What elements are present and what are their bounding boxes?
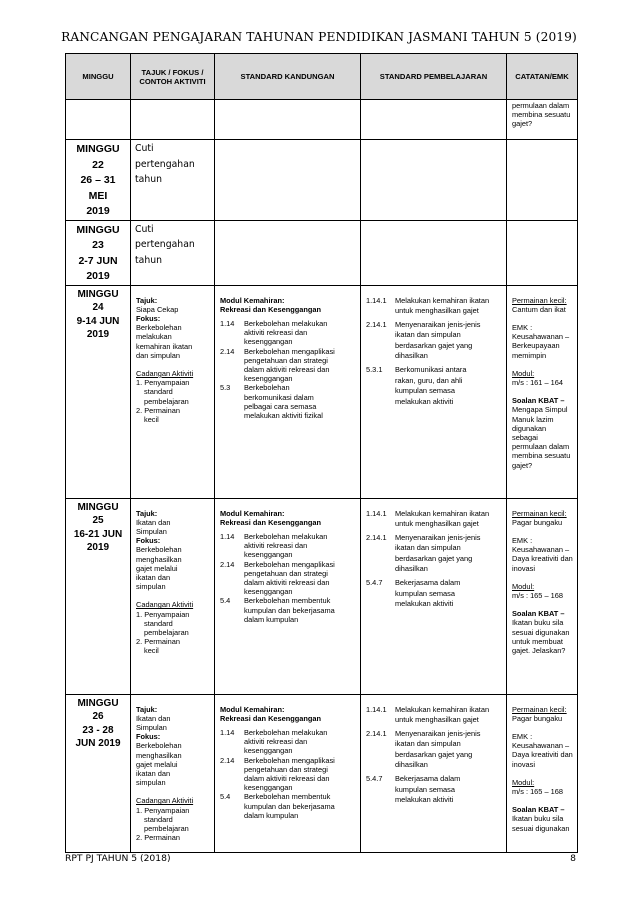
empty-cell — [507, 220, 578, 285]
sp-number: 2.14.1 — [366, 319, 387, 329]
sk-text — [244, 792, 356, 820]
tajuk-label: Tajuk: — [136, 508, 158, 518]
carry-over-row — [66, 100, 578, 140]
tajuk-cell — [131, 694, 215, 852]
cadangan-label: Cadangan Aktiviti — [136, 600, 194, 610]
table-header-row — [66, 54, 578, 100]
modul-title-line: Rekreasi dan Kesenggangan — [220, 713, 322, 723]
sp-item — [366, 296, 502, 317]
tajuk-line: Ikatan dan — [136, 517, 171, 527]
cuti-cell — [131, 220, 215, 285]
sk-item — [220, 383, 356, 420]
empty-cell — [361, 140, 507, 221]
cadangan-line: kecil — [144, 646, 159, 656]
kbat-line: gajet. Jelaskan? — [512, 645, 566, 655]
fokus-line: gajet melalui — [136, 563, 178, 573]
kbat-line: gajet? — [512, 460, 533, 470]
fokus-line: menghasilkan — [136, 750, 182, 760]
emk-label: EMK : — [512, 535, 533, 545]
sp-number: 1.14.1 — [366, 295, 387, 305]
footer-label: RPT PJ TAHUN 5 (2018) — [65, 853, 171, 864]
sp-item — [366, 578, 502, 610]
sk-number: 1.14 — [220, 727, 235, 737]
sk-text-line: kesenggangan — [244, 783, 293, 793]
week-label-line: MINGGU — [77, 501, 119, 513]
sp-item — [366, 320, 502, 362]
sk-text-line: Berkebolehan melakukan — [244, 318, 328, 328]
kbat-line: sesuai digunakan — [512, 823, 570, 833]
sk-item — [220, 756, 356, 793]
sp-text-line: Berkomunikasi antara — [395, 365, 467, 375]
sk-text — [244, 728, 356, 756]
sp-text-line: dihasilkan — [395, 564, 428, 574]
sp-text-line: berdasarkan gajet yang — [395, 749, 473, 759]
cadangan-line: 2. Permainan — [136, 833, 180, 843]
sk-item — [220, 319, 356, 347]
sp-text-line: ikatan dan simpulan — [395, 543, 461, 553]
sp-text-line: Menyenaraikan jenis-jenis — [395, 319, 481, 329]
sk-text — [244, 347, 356, 384]
week-label-line: 16-21 JUN — [73, 528, 123, 540]
sk-text-line: pengetahuan dan strategi — [244, 355, 328, 365]
sk-text-line: kumpulan dan bekerjasama — [244, 801, 335, 811]
header-tajuk: TAJUK / FOKUS / CONTOH AKTIVITI — [131, 54, 215, 100]
fokus-line: gajet melalui — [136, 759, 178, 769]
kbat-line: membina sesuatu — [512, 451, 571, 461]
cadangan-label: Cadangan Aktiviti — [136, 368, 194, 378]
sk-text — [244, 319, 356, 347]
fokus-line: ikatan dan — [136, 572, 171, 582]
sp-number: 1.14.1 — [366, 704, 387, 714]
week-label-line: MINGGU — [76, 143, 120, 155]
sk-text-line: Berkebolehan melakukan — [244, 727, 328, 737]
modul-title-line: Rekreasi dan Kesenggangan — [220, 517, 322, 527]
sp-text-line: Melakukan kemahiran ikatan — [395, 704, 490, 714]
week-label-line: 24 — [92, 302, 104, 314]
tajuk-line: Siapa Cekap — [136, 304, 179, 314]
sk-number: 1.14 — [220, 531, 235, 541]
sk-text-line: kesenggangan — [244, 587, 293, 597]
sp-text-line: Menyenaraikan jenis-jenis — [395, 728, 481, 738]
sp-text — [395, 705, 502, 726]
catatan-cell — [507, 498, 578, 694]
cadangan-line: 1. Penyampaian — [136, 378, 190, 388]
permainan-label: Permainan kecil: — [512, 704, 567, 714]
fokus-line: dan simpulan — [136, 350, 180, 360]
sk-text-line: kesenggangan — [244, 746, 293, 756]
kbat-line: untuk membuat — [512, 636, 563, 646]
sk-text-line: dalam aktiviti rekreasi dan — [244, 773, 330, 783]
modul-page: m/s : 161 – 164 — [512, 377, 563, 387]
sp-item — [366, 729, 502, 771]
cadangan-line: standard — [144, 814, 173, 824]
sk-text — [244, 560, 356, 597]
sp-item — [366, 509, 502, 530]
fokus-line: menghasilkan — [136, 554, 182, 564]
kbat-line: Ikatan buku sila — [512, 618, 564, 628]
kbat-line: digunakan sebagai — [512, 423, 547, 442]
catatan-cell — [507, 694, 578, 852]
emk-line: inovasi — [512, 563, 536, 573]
sp-text-line: rakan, guru, dan ahli — [395, 375, 463, 385]
sp-item — [366, 774, 502, 806]
sp-text — [395, 774, 502, 806]
cadangan-line: 2. Permainan — [136, 637, 180, 647]
tajuk-line: Ikatan dan — [136, 713, 171, 723]
emk-line: Daya kreativiti dan — [512, 750, 573, 760]
sk-text-line: berkomunikasi dalam — [244, 392, 314, 402]
sk-text-line: kesenggangan — [244, 550, 293, 560]
sp-text-line: Melakukan kemahiran ikatan — [395, 508, 490, 518]
sp-text-line: untuk menghasilkan gajet — [395, 715, 479, 725]
header-standard-pembelajaran: STANDARD PEMBELAJARAN — [361, 54, 507, 100]
header-catatan: CATATAN/EMK — [507, 54, 578, 100]
kbat-label: Soalan KBAT – — [512, 396, 565, 406]
emk-label: EMK : — [512, 731, 533, 741]
sk-text-line: dalam aktiviti rekreasi dan — [244, 577, 330, 587]
sk-text-line: Berkebolehan membentuk — [244, 792, 331, 802]
sk-text-line: kesenggangan — [244, 374, 293, 384]
sp-text-line: kumpulan semasa — [395, 588, 455, 598]
week-label-line: 23 — [92, 239, 104, 251]
permainan-text: Cantum dan ikat — [512, 304, 566, 314]
sk-text-line: pengetahuan dan strategi — [244, 568, 328, 578]
week-cell — [66, 694, 131, 852]
kbat-line: Manuk lazim — [512, 414, 554, 424]
cadangan-line: pembelajaran — [144, 823, 189, 833]
week-label-line: 2019 — [86, 270, 110, 282]
permainan-text: Pagar bungaku — [512, 517, 563, 527]
emk-line: Keusahawanan – — [512, 332, 570, 342]
week-label-line: 23 - 28 — [82, 724, 114, 736]
sp-text-line: kumpulan semasa — [395, 784, 455, 794]
sk-text-line: Berkebolehan mengaplikasi — [244, 559, 335, 569]
week-label-line: MINGGU — [76, 223, 120, 236]
week-label-line: 25 — [92, 515, 104, 527]
sp-text-line: berdasarkan gajet yang — [395, 340, 473, 350]
sk-text-line: dalam kumpulan — [244, 810, 299, 820]
sp-text — [395, 365, 502, 407]
cadangan-line: pembelajaran — [144, 396, 189, 406]
cadangan-line: 1. Penyampaian — [136, 609, 190, 619]
week-label-line: 26 — [92, 711, 104, 723]
sk-text — [244, 383, 356, 420]
week-cell — [66, 140, 131, 221]
sk-text-line: kesenggangan — [244, 337, 293, 347]
fokus-line: kemahiran ikatan — [136, 341, 193, 351]
sp-text-line: melakukan aktiviti — [395, 396, 454, 406]
cadangan-line: standard — [144, 618, 173, 628]
sk-number: 5.3 — [220, 383, 231, 393]
fokus-line: simpulan — [136, 582, 166, 592]
sk-text-line: aktiviti rekreasi dan — [244, 328, 308, 338]
cadangan-line: kecil — [144, 414, 159, 424]
cuti-text-line: pertengahan — [135, 158, 195, 170]
sk-text — [244, 596, 356, 624]
week-label-line: MINGGU — [77, 697, 119, 709]
sp-number: 1.14.1 — [366, 508, 387, 518]
week-cell — [66, 220, 131, 285]
week-cell — [66, 498, 131, 694]
sp-text-line: Menyenaraikan jenis-jenis — [395, 532, 481, 542]
week-label-line: 26 – 31 — [80, 174, 116, 186]
kbat-label: Soalan KBAT – — [512, 609, 565, 619]
sp-text-line: untuk menghasilkan gajet — [395, 306, 479, 316]
tajuk-label: Tajuk: — [136, 295, 158, 305]
modul-page: m/s : 165 – 168 — [512, 786, 563, 796]
tajuk-line: Simpulan — [136, 526, 167, 536]
sp-text — [395, 509, 502, 530]
cuti-text-line: tahun — [135, 174, 163, 185]
sk-text — [244, 532, 356, 560]
sk-text-line: pengetahuan dan strategi — [244, 764, 328, 774]
standard-kandungan-cell — [215, 498, 361, 694]
sk-text-line: Berkebolehan membentuk — [244, 596, 331, 606]
sp-text-line: dihasilkan — [395, 351, 428, 361]
tajuk-cell — [131, 498, 215, 694]
sp-number: 5.4.7 — [366, 578, 383, 588]
sp-text-line: dihasilkan — [395, 760, 428, 770]
week-label-line: 2-7 JUN — [78, 254, 118, 267]
emk-line: Keusahawanan – — [512, 545, 570, 555]
sp-text — [395, 320, 502, 362]
cadangan-label: Cadangan Aktiviti — [136, 796, 194, 806]
modul-title-line: Modul Kemahiran: — [220, 704, 285, 714]
document-title: RANCANGAN PENGAJARAN TAHUNAN PENDIDIKAN JASMANI TAHUN 5 (2019) — [61, 30, 577, 44]
sk-number: 2.14 — [220, 755, 235, 765]
page-number: 8 — [570, 853, 576, 864]
kbat-line: sesuai digunakan — [512, 627, 570, 637]
sp-text — [395, 296, 502, 317]
week-row — [66, 498, 578, 694]
sk-text-line: dalam aktiviti rekreasi dan — [244, 364, 330, 374]
modul-title-line: Rekreasi dan Kesenggangan — [220, 304, 322, 314]
cuti-cell — [131, 140, 215, 221]
sk-text-line: kumpulan dan bekerjasama — [244, 605, 335, 615]
sk-number: 5.4 — [220, 792, 231, 802]
standard-kandungan-cell — [215, 694, 361, 852]
week-label-line: MINGGU — [77, 288, 119, 300]
sp-text-line: Melakukan kemahiran ikatan — [395, 295, 490, 305]
sp-item — [366, 365, 502, 407]
week-label-line: MEI — [88, 189, 108, 202]
header-minggu: MINGGU — [66, 54, 131, 100]
permainan-text: Pagar bungaku — [512, 713, 563, 723]
sk-number: 5.4 — [220, 596, 231, 606]
cadangan-line: pembelajaran — [144, 627, 189, 637]
week-row — [66, 694, 578, 852]
fokus-label: Fokus: — [136, 732, 161, 742]
sp-text-line: ikatan dan simpulan — [395, 330, 461, 340]
tajuk-cell — [131, 285, 215, 498]
emk-line: Berkeupayaan — [512, 341, 560, 351]
modul-title-line: Modul Kemahiran: — [220, 508, 285, 518]
fokus-line: Berkebolehan — [136, 545, 182, 555]
kbat-label: Soalan KBAT – — [512, 805, 565, 815]
week-label-line: 22 — [92, 158, 104, 171]
sp-text — [395, 533, 502, 575]
sk-text-line: melakukan aktiviti fizikal — [244, 410, 323, 420]
fokus-line: ikatan dan — [136, 768, 171, 778]
sp-text-line: melakukan aktiviti — [395, 795, 454, 805]
sp-item — [366, 705, 502, 726]
fokus-label: Fokus: — [136, 536, 161, 546]
cuti-row — [66, 140, 578, 221]
sp-number: 5.4.7 — [366, 774, 383, 784]
sk-text-line: Berkebolehan melakukan — [244, 531, 328, 541]
cuti-text-line: Cuti — [135, 143, 154, 154]
sk-text-line: aktiviti rekreasi dan — [244, 737, 308, 747]
cadangan-line: 2. Permainan — [136, 405, 180, 415]
sk-item — [220, 560, 356, 597]
sk-text-line: pelbagai cara semasa — [244, 401, 317, 411]
tajuk-line: Simpulan — [136, 722, 167, 732]
tajuk-label: Tajuk: — [136, 704, 158, 714]
sk-text-line: dalam kumpulan — [244, 614, 299, 624]
week-label-line: 2019 — [86, 205, 110, 217]
cuti-text-line: tahun — [135, 254, 163, 266]
cuti-text-line: pertengahan — [135, 239, 195, 250]
standard-pembelajaran-cell — [361, 498, 507, 694]
header-standard-kandungan: STANDARD KANDUNGAN — [215, 54, 361, 100]
sp-text-line: Bekerjasama dalam — [395, 774, 461, 784]
empty-cell — [507, 140, 578, 221]
modul-title-line: Modul Kemahiran: — [220, 295, 285, 305]
fokus-label: Fokus: — [136, 313, 161, 323]
emk-line: inovasi — [512, 759, 536, 769]
cadangan-line: standard — [144, 387, 173, 397]
sp-text-line: ikatan dan simpulan — [395, 739, 461, 749]
modul-label: Modul: — [512, 581, 535, 591]
modul-label: Modul: — [512, 368, 535, 378]
sk-text-line: Berkebolehan mengaplikasi — [244, 346, 335, 356]
week-label-line: JUN 2019 — [75, 738, 121, 750]
fokus-line: Berkebolehan — [136, 323, 182, 333]
sk-text-line: Berkebolehan — [244, 383, 290, 393]
carry-over-catatan: permulaan dalam membina sesuatu gajet? — [507, 100, 578, 140]
sk-number: 1.14 — [220, 318, 235, 328]
sp-number: 5.3.1 — [366, 365, 383, 375]
emk-line: memimpin — [512, 350, 547, 360]
week-label-line: 2019 — [86, 542, 110, 554]
cuti-row — [66, 220, 578, 285]
modul-page: m/s : 165 – 168 — [512, 590, 563, 600]
sk-number: 2.14 — [220, 346, 235, 356]
empty-cell — [215, 220, 361, 285]
sk-item — [220, 792, 356, 820]
sp-item — [366, 533, 502, 575]
sp-number: 2.14.1 — [366, 532, 387, 542]
sk-item — [220, 728, 356, 756]
emk-label: EMK : — [512, 322, 533, 332]
standard-pembelajaran-cell — [361, 694, 507, 852]
sk-text-line: aktiviti rekreasi dan — [244, 541, 308, 551]
empty-cell — [361, 220, 507, 285]
modul-label: Modul: — [512, 777, 535, 787]
standard-kandungan-cell — [215, 285, 361, 498]
sk-text-line: Berkebolehan mengaplikasi — [244, 755, 335, 765]
permainan-label: Permainan kecil: — [512, 295, 567, 305]
sp-number: 2.14.1 — [366, 728, 387, 738]
rpt-table — [65, 53, 578, 853]
cadangan-line: 1. Penyampaian — [136, 805, 190, 815]
sp-text-line: melakukan aktiviti — [395, 599, 454, 609]
sk-number: 2.14 — [220, 559, 235, 569]
empty-cell — [215, 140, 361, 221]
sp-text — [395, 729, 502, 771]
kbat-line: permulaan dalam — [512, 442, 570, 452]
cuti-text-line: Cuti — [135, 223, 154, 235]
sp-text-line: untuk menghasilkan gajet — [395, 519, 479, 529]
kbat-line: Ikatan buku sila — [512, 814, 564, 824]
week-row — [66, 285, 578, 498]
sp-text-line: kumpulan semasa — [395, 386, 455, 396]
week-label-line: 9-14 JUN — [76, 315, 120, 327]
sk-item — [220, 596, 356, 624]
sp-text-line: Bekerjasama dalam — [395, 578, 461, 588]
catatan-cell — [507, 285, 578, 498]
standard-pembelajaran-cell — [361, 285, 507, 498]
permainan-label: Permainan kecil: — [512, 508, 567, 518]
sk-item — [220, 532, 356, 560]
sp-text-line: berdasarkan gajet yang — [395, 553, 473, 563]
sk-item — [220, 347, 356, 384]
emk-line: Keusahawanan – — [512, 741, 570, 751]
fokus-line: melakukan — [136, 332, 172, 342]
week-label-line: 2019 — [86, 329, 110, 341]
sk-text — [244, 756, 356, 793]
kbat-line: Mengapa Simpul — [512, 405, 568, 415]
week-cell — [66, 285, 131, 498]
emk-line: Daya kreativiti dan — [512, 554, 573, 564]
sp-text — [395, 578, 502, 610]
fokus-line: Berkebolehan — [136, 741, 182, 751]
fokus-line: simpulan — [136, 778, 166, 788]
